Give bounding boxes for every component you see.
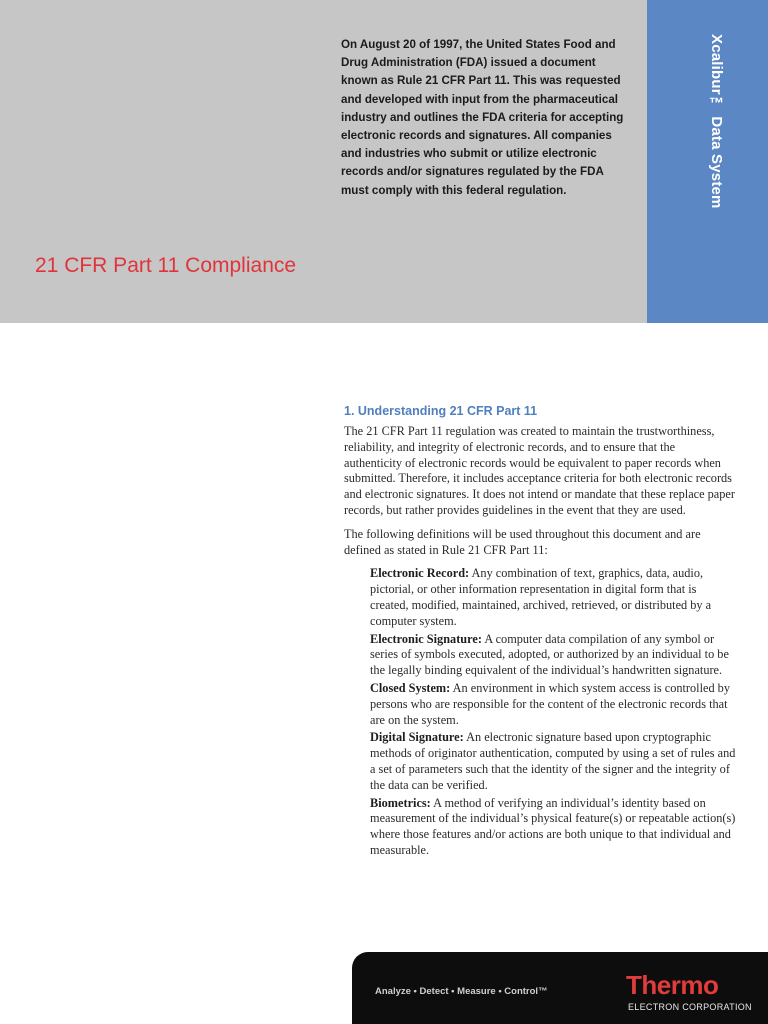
main-content [344,404,736,861]
footer-tagline: Analyze • Detect • Measure • Control™ [375,986,548,997]
definition-text: Any combination of text, graphics, data, audio, pictorial, or other information representation in digital form that is created, modified, maintained, archived, retrieved, or distributed by a computer system. [370,566,712,628]
definition-term: Biometrics: [370,795,431,810]
definition-term: Digital Signature: [370,730,464,745]
section-heading: 1. Understanding 21 CFR Part 11 [344,404,538,418]
body-paragraph: The following definitions will be used throughout this document and are defined as stated in Rule 21 CFR Part 11: [344,526,701,557]
definition-term: Closed System: [370,680,451,695]
definition-term: Electronic Signature: [370,631,482,646]
definition-text: A computer data compilation of any symbol or series of symbols executed, adopted, or authorized by an individual to be the legally binding equivalent of the individual’s handwritten signature. [370,631,729,678]
sidebar-product-title: Xcalibur™ Data System [708,34,725,209]
definitions-list [370,566,736,858]
definition-item [370,796,736,859]
thermo-logo-subtitle: ELECTRON CORPORATION [628,1002,752,1012]
intro-paragraph: On August 20 of 1997, the United States Food and Drug Administration (FDA) issued a document known as Rule 21 CFR Part 11. This was requested and developed with input from the pharmaceutical industry and outlines the FDA criteria for accepting electronic records and signatures. All companies and industries who submit or utilize electronic records and/or signatures regulated by the FDA must comply with this federal regulation. [341,38,624,197]
definition-item [370,681,736,728]
definition-text: A method of verifying an individual’s identity based on measurement of the individual’s physical feature(s) or repeatable action(s) where those features and/or actions are both unique to that individual and measurable. [370,795,736,857]
document-title: 21 CFR Part 11 Compliance [35,254,297,277]
thermo-logo: Thermo [626,970,719,1000]
body-paragraph: The 21 CFR Part 11 regulation was created to maintain the trustworthiness, reliability, and integrity of electronic records, and to ensure that the authenticity of electronic records would be equivalent to paper records when submitted. Therefore, it includes acceptance criteria for both electronic records and electronic signatures. It does not intend or mandate that these replace paper records, but rather provides guidelines in the event that they are used. [344,424,735,517]
definition-text: An electronic signature based upon cryptographic methods of originator authentication, computed by using a set of rules and a set of parameters such that the identity of the signer and the integrity of the data can be verified. [370,730,736,792]
definition-item [370,632,736,679]
definition-item [370,566,736,629]
definition-text: An environment in which system access is controlled by persons who are responsible for the content of the electronic records that are on the system. [370,680,730,727]
definition-term: Electronic Record: [370,566,470,581]
definition-item [370,730,736,793]
